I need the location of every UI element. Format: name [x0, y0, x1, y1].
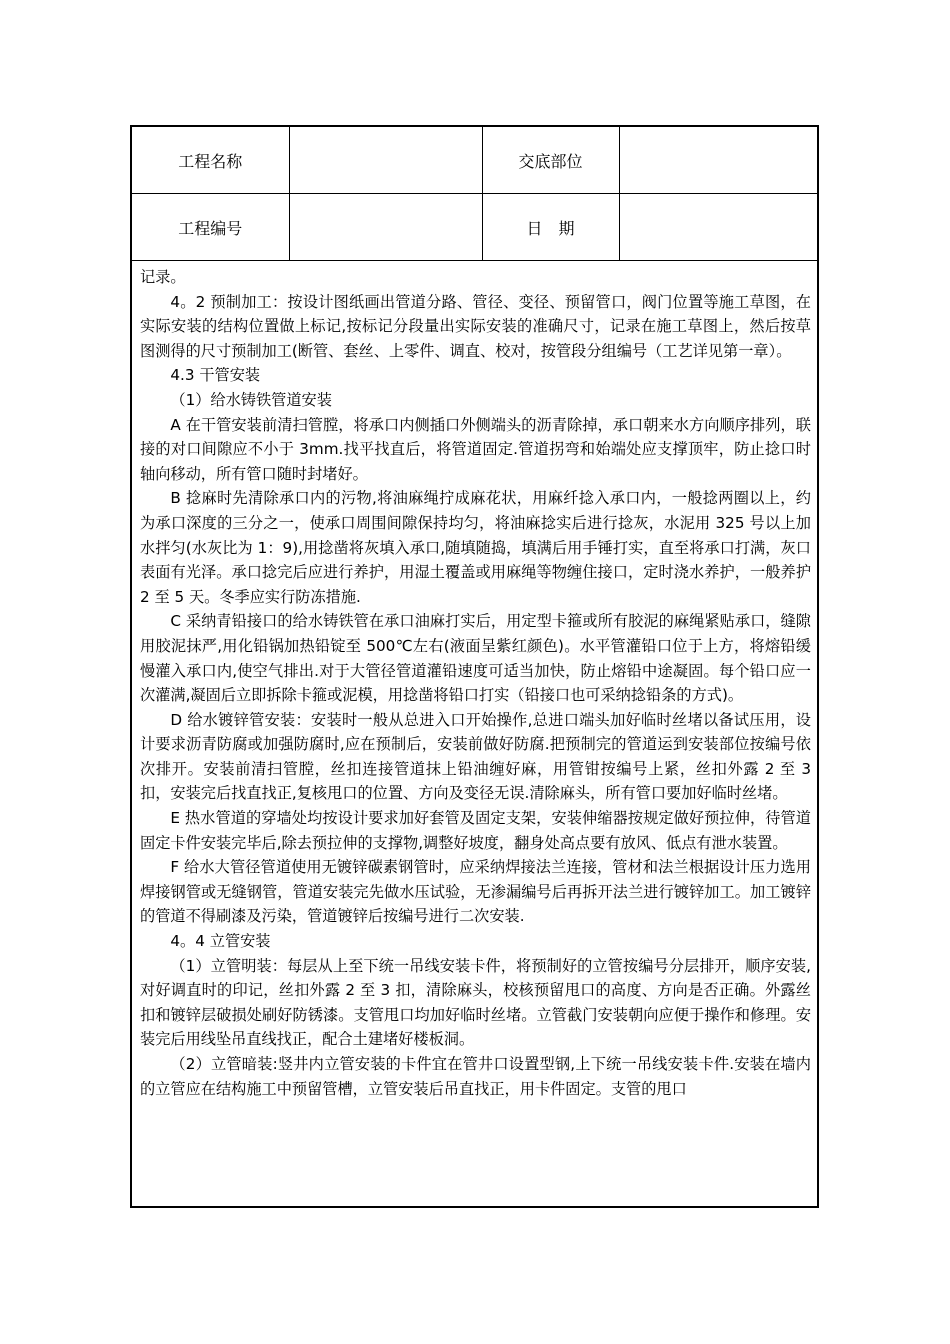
paragraph: A 在干管安装前清扫管膛，将承口内侧插口外侧端头的沥青除掉，承口朝来水方向顺序排列，联接的对口间隙应不小于 3mm.找平找直后，将管道固定.管道拐弯和始端处应支撑顶牢，防止捻口时轴向移动，所有管口随时封堵好。: [140, 415, 811, 483]
paragraph: B 捻麻时先清除承口内的污物,将油麻绳拧成麻花状，用麻纤捻入承口内，一般捻两圈以上，约为承口深度的三分之一，使承口周围间隙保持均匀，将油麻捻实后进行捻灰，水泥用 325 号以上加水拌匀(水灰比为 1：9),用捻凿将灰填入承口,随填随捣，填满后用手锤打实，直至将承口打满，灰口表面有光泽。承口捻完后应进行养护，用湿土覆盖或用麻绳等物缠住接口，定时浇水养护，一般养护 2 至 5 天。冬季应实行防冻措施.: [140, 489, 811, 606]
date-value: [619, 194, 817, 261]
project-name-label: 工程名称: [132, 127, 289, 194]
paragraph: D 给水镀锌管安装：安装时一般从总进入口开始操作,总进口端头加好临时丝堵以备试压用，设计要求沥青防腐或加强防腐时,应在预制后，安装前做好防腐.把预制完的管道运到安装部位按编号依次排开。安装前清扫管膛，丝扣连接管道抹上铅油缠好麻，用管钳按编号上紧，丝扣外露 2 至 3 扣，安装完后找直找正,复核甩口的位置、方向及变径无误.清除麻头，所有管口要加好临时丝堵。: [140, 710, 811, 803]
handover-sheet: [130, 125, 819, 1208]
date-label: 日 期: [482, 194, 619, 261]
handover-part-label: 交底部位: [482, 127, 619, 194]
header-table: [132, 127, 817, 261]
section-heading: 4.3 干管安装: [170, 366, 261, 385]
subsection-heading: （1）给水铸铁管道安装: [170, 390, 332, 409]
header-row-1: [132, 127, 817, 194]
body-text: [132, 261, 817, 1101]
paragraph: E 热水管道的穿墙处均按设计要求加好套管及固定支架，安装伸缩器按规定做好预拉伸，待管道固定卡件安装完毕后,除去预拉伸的支撑物,调整好坡度，翻身处高点要有放风、低点有泄水装置。: [140, 809, 811, 852]
handover-part-value: [619, 127, 817, 194]
project-number-label: 工程编号: [132, 194, 289, 261]
project-number-value: [289, 194, 482, 261]
paragraph: 记录。: [140, 268, 186, 286]
paragraph: 4。2 预制加工：按设计图纸画出管道分路、管径、变径、预留管口，阀门位置等施工草图，在实际安装的结构位置做上标记,按标记分段量出实际安装的准确尺寸，记录在施工草图上，然后按草图测得的尺寸预制加工(断管、套丝、上零件、调直、校对，按管段分组编号（工艺详见第一章）。: [140, 292, 811, 360]
section-heading: 4。4 立管安装: [170, 932, 271, 951]
paragraph: （1）立管明装：每层从上至下统一吊线安装卡件，将预制好的立管按编号分层排开，顺序安装,对好调直时的印记，丝扣外露 2 至 3 扣，清除麻头，校核预留甩口的高度、方向是否正确。外露丝扣和镀锌层破损处刷好防锈漆。支管甩口均加好临时丝堵。立管截门安装朝向应便于操作和修理。安装完后用线坠吊直线找正，配合土建堵好楼板洞。: [140, 956, 811, 1049]
paragraph: F 给水大管径管道使用无镀锌碳素钢管时，应采纳焊接法兰连接，管材和法兰根据设计压力选用焊接钢管或无缝钢管，管道安装完先做水压试验，无渗漏编号后再拆开法兰进行镀锌加工。加工镀锌的管道不得刷漆及污染，管道镀锌后按编号进行二次安装.: [140, 858, 811, 926]
project-name-value: [289, 127, 482, 194]
header-row-2: [132, 194, 817, 261]
paragraph: （2）立管暗装:竖井内立管安装的卡件宜在管井口设置型钢,上下统一吊线安装卡件.安装在墙内的立管应在结构施工中预留管槽，立管安装后吊直找正，用卡件固定。支管的甩口: [140, 1055, 811, 1098]
paragraph: C 采纳青铅接口的给水铸铁管在承口油麻打实后，用定型卡箍或所有胶泥的麻绳紧贴承口，缝隙用胶泥抹严,用化铅锅加热铅锭至 500℃左右(液面呈紫红颜色)。水平管灌铅口位于上方，将熔铅缓慢灌入承口内,使空气排出.对于大管径管道灌铅速度可适当加快，防止熔铅中途凝固。每个铅口应一次灌满,凝固后立即拆除卡箍或泥模，用捻凿将铅口打实（铅接口也可采纳捻铅条的方式)。: [140, 612, 811, 705]
